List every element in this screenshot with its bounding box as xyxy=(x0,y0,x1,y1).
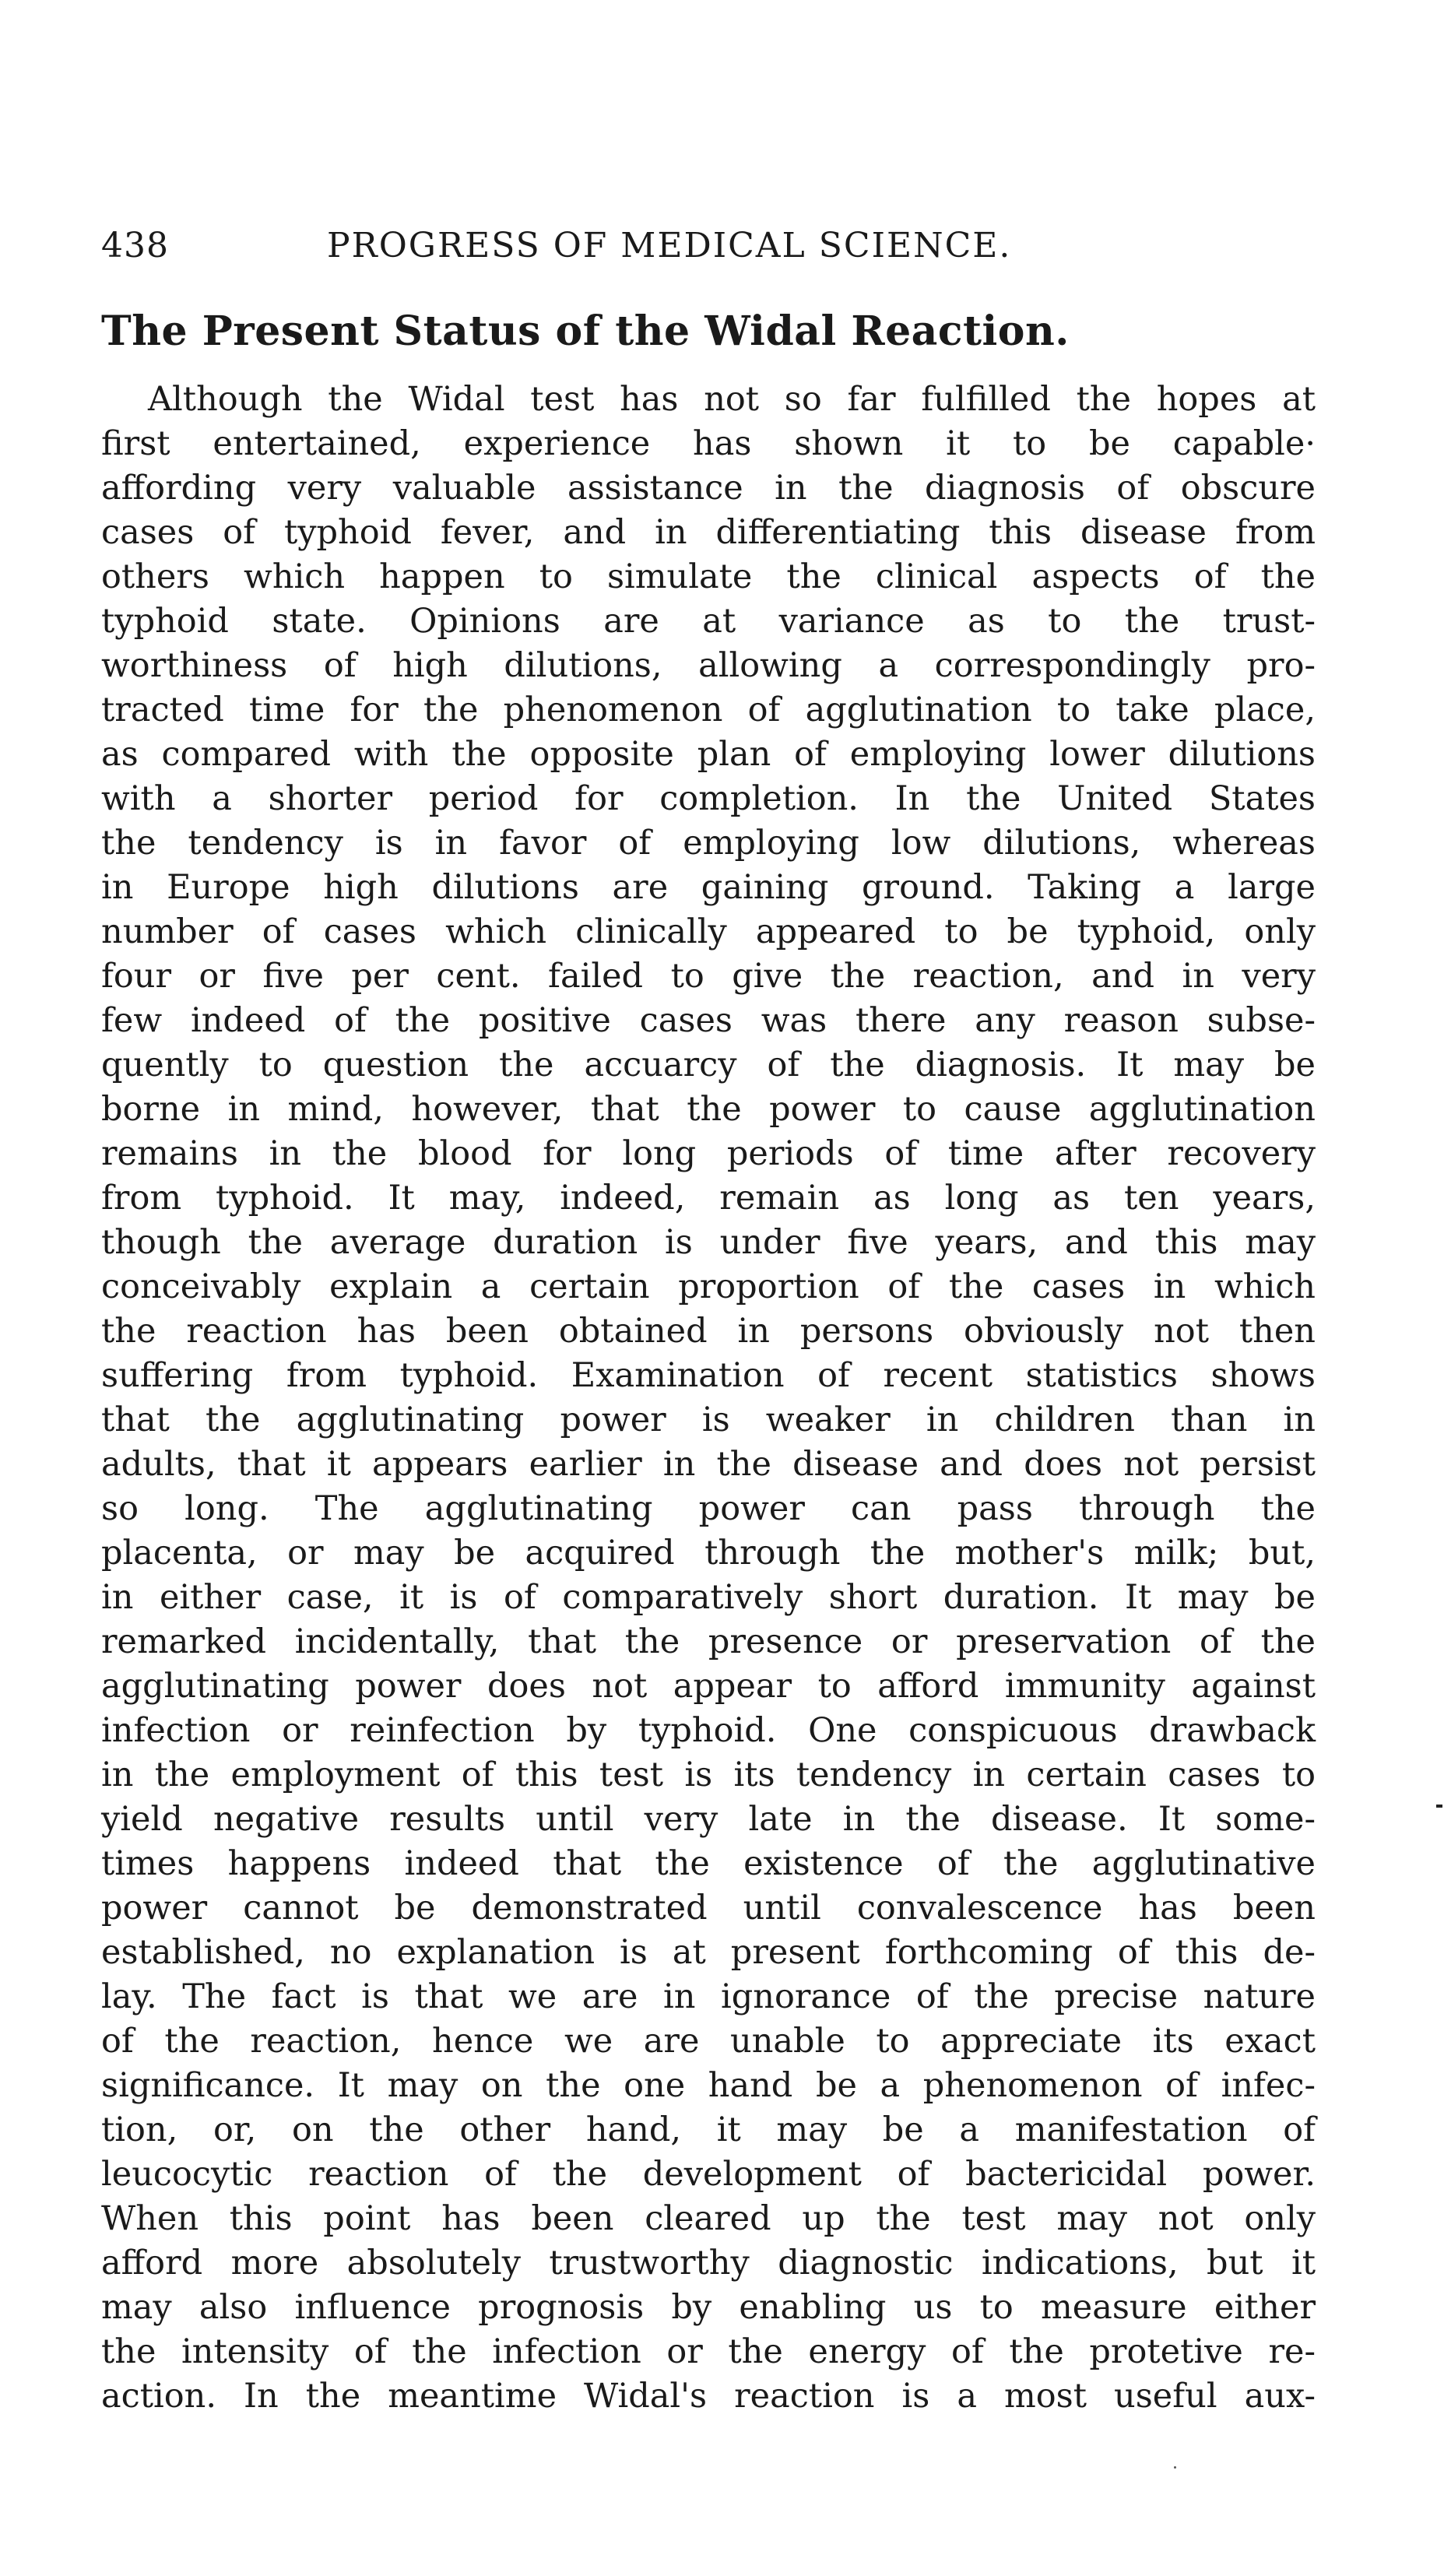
text-line: the intensity of the infection or the energy of the protetive re- xyxy=(101,2332,1316,2371)
text-line: power cannot be demonstrated until convalescence has been xyxy=(101,1889,1316,1928)
text-line: few indeed of the positive cases was there any reason subse- xyxy=(101,1001,1316,1040)
page-number: 438 xyxy=(101,226,169,265)
text-line: number of cases which clinically appeared to be typhoid, only xyxy=(101,912,1316,951)
running-head xyxy=(101,226,1316,288)
running-title: PROGRESS OF MEDICAL SCIENCE. xyxy=(327,226,1012,265)
text-line: adults, that it appears earlier in the disease and does not persist xyxy=(101,1445,1316,1484)
text-line: placenta, or may be acquired through the mother's milk; but, xyxy=(101,1534,1316,1573)
text-line: afford more absolutely trustworthy diagnostic indications, but it xyxy=(101,2244,1316,2283)
text-line: suffering from typhoid. Examination of recent statistics shows xyxy=(101,1356,1316,1395)
text-line: that the agglutinating power is weaker in children than in xyxy=(101,1400,1316,1439)
text-line: so long. The agglutinating power can pass through the xyxy=(101,1489,1316,1528)
text-line: may also influence prognosis by enabling us to measure either xyxy=(101,2288,1316,2327)
text-line: agglutinating power does not appear to afford immunity against xyxy=(101,1667,1316,1706)
text-line: worthiness of high dilutions, allowing a correspondingly pro- xyxy=(101,646,1316,685)
body-paragraph xyxy=(101,378,1316,2419)
text-line: remains in the blood for long periods of time after recovery xyxy=(101,1134,1316,1173)
text-line: tion, or, on the other hand, it may be a manifestation of xyxy=(101,2110,1316,2149)
text-line: though the average duration is under five years, and this may xyxy=(101,1223,1316,1262)
margin-mark xyxy=(1436,1805,1442,1808)
text-line: lay. The fact is that we are in ignorance of the precise nature xyxy=(101,1977,1316,2016)
text-line: leucocytic reaction of the development of bactericidal power. xyxy=(101,2155,1316,2194)
text-line: from typhoid. It may, indeed, remain as long as ten years, xyxy=(101,1179,1316,1218)
text-line: affording very valuable assistance in the diagnosis of obscure xyxy=(101,469,1316,508)
text-line: in either case, it is of comparatively short duration. It may be xyxy=(101,1578,1316,1617)
text-line: yield negative results until very late in the disease. It some- xyxy=(101,1800,1316,1839)
text-line: with a shorter period for completion. In the United States xyxy=(101,779,1316,818)
text-line: conceivably explain a certain proportion of the cases in which xyxy=(101,1267,1316,1306)
text-line: cases of typhoid fever, and in differentiating this disease from xyxy=(101,513,1316,552)
text-line: tracted time for the phenomenon of agglutination to take place, xyxy=(101,691,1316,729)
text-line: as compared with the opposite plan of employing lower dilutions xyxy=(101,735,1316,774)
text-line: of the reaction, hence we are unable to appreciate its exact xyxy=(101,2022,1316,2061)
text-line: in Europe high dilutions are gaining ground. Taking a large xyxy=(101,868,1316,907)
print-speck xyxy=(1174,2466,1176,2469)
text-line: significance. It may on the one hand be a phenomenon of infec- xyxy=(101,2066,1316,2105)
text-line: infection or reinfection by typhoid. One conspicuous drawback xyxy=(101,1711,1316,1750)
text-line: typhoid state. Opinions are at variance as to the trust- xyxy=(101,602,1316,641)
text-line: four or five per cent. failed to give the reaction, and in very xyxy=(101,957,1316,996)
text-line: borne in mind, however, that the power to cause agglutination xyxy=(101,1090,1316,1129)
text-line: quently to question the accuarcy of the diagnosis. It may be xyxy=(101,1046,1316,1084)
text-line: others which happen to simulate the clinical aspects of the xyxy=(101,557,1316,596)
text-line: the tendency is in favor of employing low dilutions, whereas xyxy=(101,824,1316,863)
text-line: established, no explanation is at present forthcoming of this de- xyxy=(101,1933,1316,1972)
text-line: When this point has been cleared up the test may not only xyxy=(101,2199,1316,2238)
text-line: remarked incidentally, that the presence or preservation of the xyxy=(101,1622,1316,1661)
text-line: the reaction has been obtained in persons obviously not then xyxy=(101,1312,1316,1351)
text-line: times happens indeed that the existence of the agglutinative xyxy=(101,1844,1316,1883)
text-line: in the employment of this test is its tendency in certain cases to xyxy=(101,1755,1316,1794)
text-line: action. In the meantime Widal's reaction is a most useful aux- xyxy=(101,2377,1316,2416)
section-heading: The Present Status of the Widal Reaction. xyxy=(101,308,1070,355)
text-line: Although the Widal test has not so far fulfilled the hopes at xyxy=(148,380,1316,419)
text-line: first entertained, experience has shown it to be capable· xyxy=(101,424,1316,463)
